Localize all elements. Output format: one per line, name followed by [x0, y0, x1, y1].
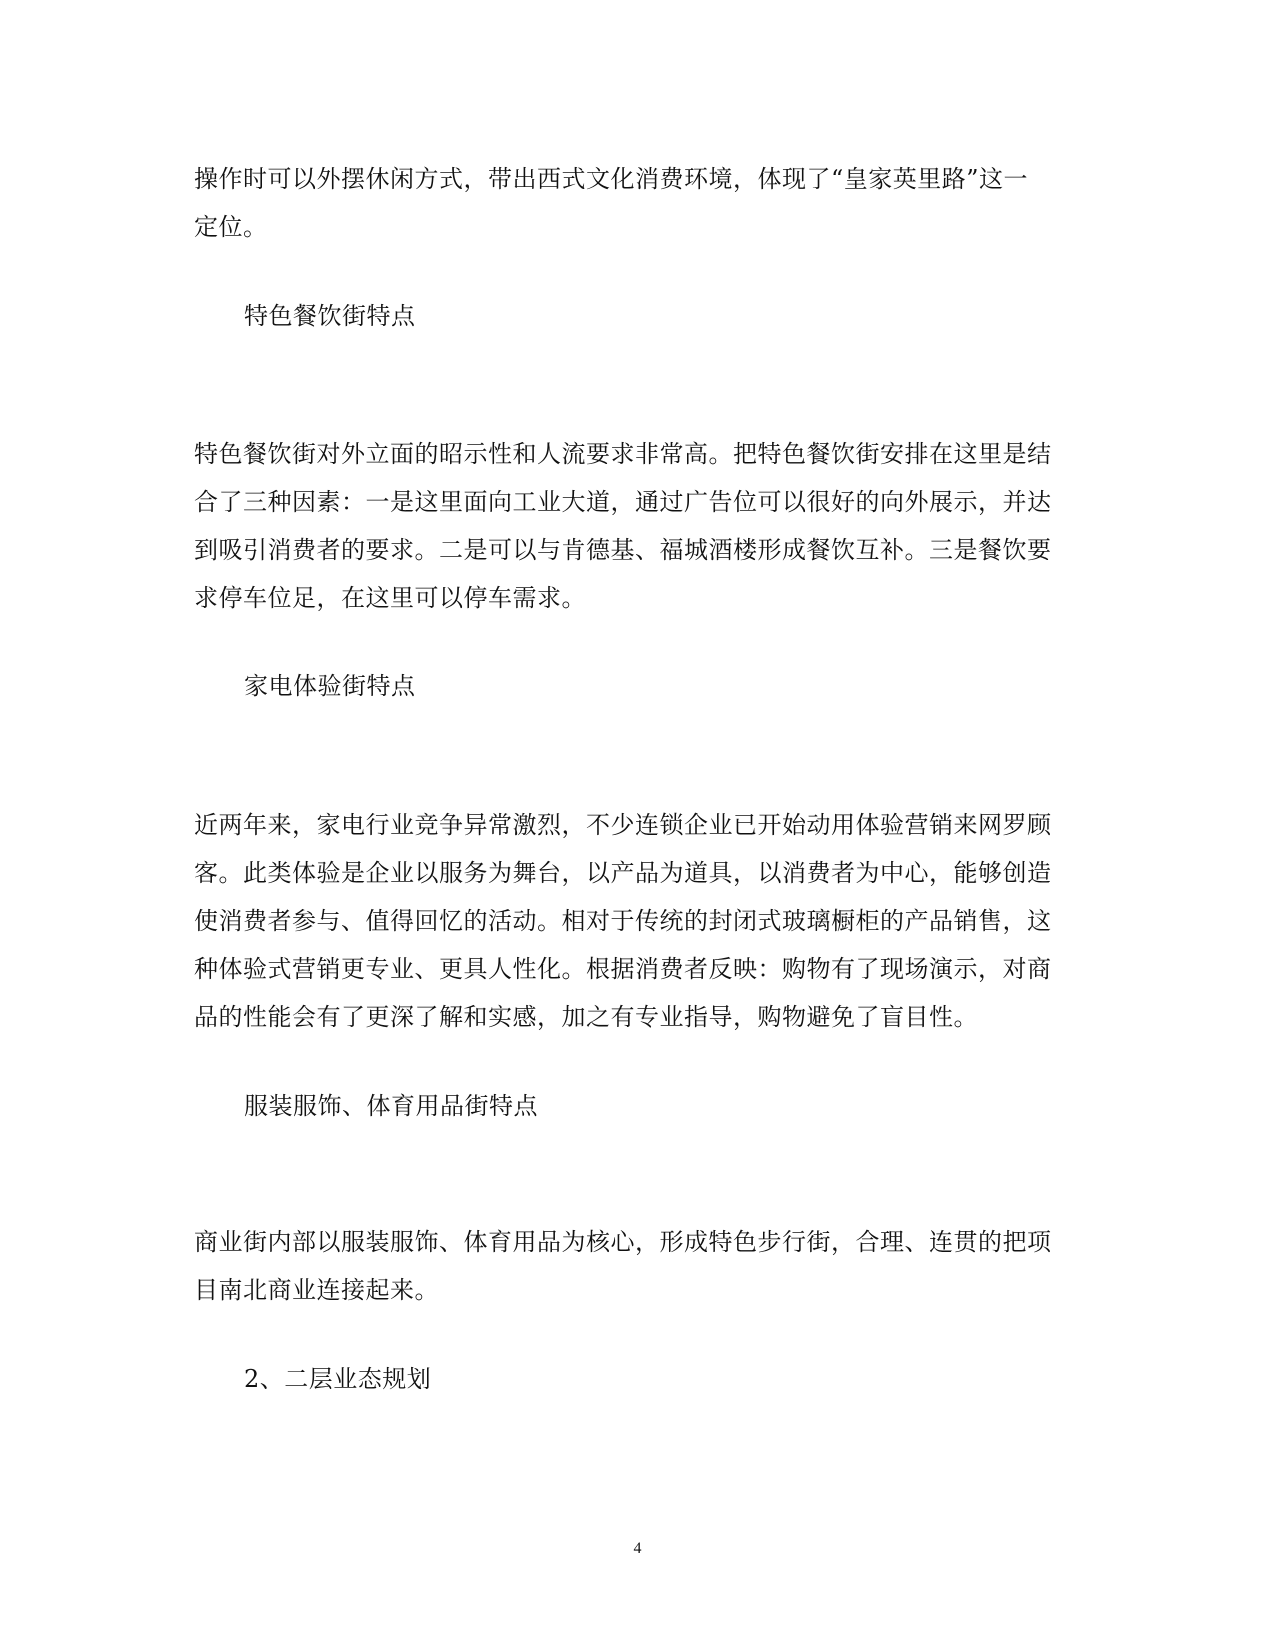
- heading-second-floor: 2、二层业态规划: [244, 1365, 432, 1393]
- heading-food-street: 特色餐饮街特点: [244, 302, 416, 330]
- page-number: 4: [633, 1540, 642, 1557]
- paragraph-appliance-street: 近两年来，家电行业竞争异常激烈，不少连锁企业已开始动用体验营销来网罗顾 客。此类体验是企业以服务为舞台，以产品为道具，以消费者为中心，能够创造 使消费者参与、值得回忆的活动。相对于传统的封闭式玻璃橱柜的产品销售，这 种体验式营销更专业、更具人性化。根据消费者反映：购物有了现场演示，对商 品的性能会有了更深了解和实感，加之有专业指导，购物避免了盲目性。: [194, 811, 1052, 1031]
- paragraph-food-street: 特色餐饮街对外立面的昭示性和人流要求非常高。把特色餐饮街安排在这里是结 合了三种因素：一是这里面向工业大道，通过广告位可以很好的向外展示，并达 到吸引消费者的要求。二是可以与肯德基、福城酒楼形成餐饮互补。三是餐饮要 求停车位足，在这里可以停车需求。: [194, 440, 1052, 612]
- heading-appliance-street: 家电体验街特点: [244, 672, 416, 700]
- paragraph-intro: 操作时可以外摆休闲方式，带出西式文化消费环境，体现了“皇家英里路”这一 定位。: [194, 165, 1029, 241]
- heading-clothing-street: 服装服饰、体育用品街特点: [244, 1092, 538, 1120]
- paragraph-clothing-street: 商业街内部以服装服饰、体育用品为核心，形成特色步行街，合理、连贯的把项 目南北商业连接起来。: [194, 1228, 1052, 1304]
